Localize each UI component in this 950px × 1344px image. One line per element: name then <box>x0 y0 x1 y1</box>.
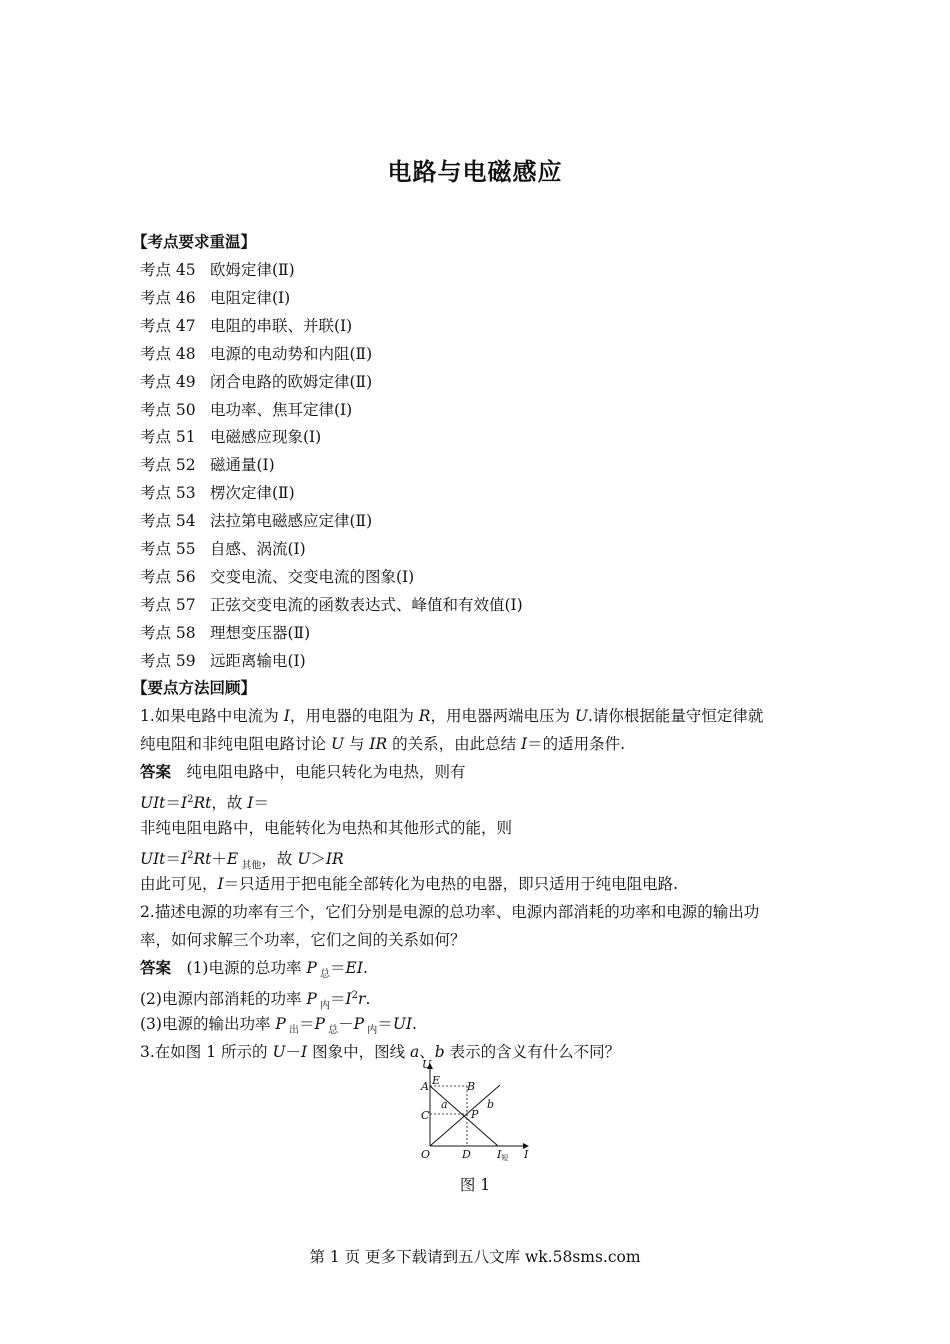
kaodian-text: 电阻的串联、并联(Ⅰ) <box>210 316 353 335</box>
kaodian-number: 考点 51 <box>140 428 196 447</box>
kaodian-item <box>140 567 414 587</box>
kaodian-text: 电源的电动势和内阻(Ⅱ) <box>210 344 373 363</box>
q1-equation-2: $UIt=I^2Rt+E$ $_{其他}$，故 U＞IR <box>140 850 344 872</box>
line-b <box>430 1085 500 1146</box>
label-line-a: a <box>441 1098 448 1111</box>
label-i-short: I短 <box>497 1148 509 1162</box>
kaodian-number: 考点 57 <box>140 595 196 614</box>
u-i-graph-figure <box>410 1058 535 1168</box>
label-d: D <box>462 1148 471 1161</box>
label-u: U <box>422 1058 432 1071</box>
kaodian-item <box>140 455 275 475</box>
q1-line1: 1.如果电路中电流为 I，用电器的电阻为 R，用电器两端电压为 U.请你根据能量守恒定律就 <box>140 707 764 725</box>
kaodian-number: 考点 46 <box>140 288 196 307</box>
kaodian-number: 考点 58 <box>140 623 196 642</box>
kaodian-text: 电磁感应现象(Ⅰ) <box>210 428 322 447</box>
kaodian-item <box>140 288 290 308</box>
label-line-b: b <box>487 1098 495 1111</box>
section-heading-requirements: 【考点要求重温】 <box>132 232 257 251</box>
answer-label: 答案 <box>140 762 172 781</box>
kaodian-text: 交变电流、交变电流的图象(Ⅰ) <box>210 567 415 586</box>
label-p: P <box>471 1108 479 1121</box>
kaodian-text: 理想变压器(Ⅱ) <box>210 623 311 642</box>
q2-answer-1: 答案 (1)电源的总功率 P $_总$＝EI. <box>140 958 368 981</box>
q1-answer: 答案 纯电阻电路中，电能只转化为电热，则有 <box>140 762 466 781</box>
kaodian-text: 闭合电路的欧姆定律(Ⅱ) <box>210 372 373 391</box>
kaodian-text: 欧姆定律(Ⅱ) <box>210 261 295 279</box>
kaodian-number: 考点 47 <box>140 316 196 335</box>
kaodian-item <box>140 595 523 615</box>
kaodian-number: 考点 53 <box>140 484 196 503</box>
kaodian-item <box>140 511 372 531</box>
section-heading-methods: 【要点方法回顾】 <box>132 678 257 697</box>
kaodian-text: 远距离输电(Ⅰ) <box>210 651 306 670</box>
kaodian-text: 正弦交变电流的函数表达式、峰值和有效值(Ⅰ) <box>210 595 523 614</box>
label-a-point: A <box>421 1080 429 1093</box>
q2-line1: 2.描述电源的功率有三个，它们分别是电源的总功率、电源内部消耗的功率和电源的输出功 <box>140 903 760 921</box>
label-i: I <box>524 1148 529 1161</box>
q2-answer-2: (2)电源内部消耗的功率 P $_内=I^2r$. <box>140 990 371 1012</box>
q3-question: 3.在如图 1 所示的 U－I 图象中，图线 a、b 表示的含义有什么不同？ <box>140 1043 621 1061</box>
label-e: E <box>432 1074 441 1087</box>
kaodian-item <box>140 651 306 671</box>
q2-answer-3: (3)电源的输出功率 P $_出$＝P $_总$－P $_内$＝UI. <box>140 1015 417 1037</box>
kaodian-item <box>140 400 352 420</box>
label-c: C <box>421 1109 430 1122</box>
figure-caption: 图 1 <box>459 1176 491 1194</box>
q1-equation-1: $UIt=I^2Rt$，故 I＝ <box>140 794 269 813</box>
answer-label: 答案 <box>140 958 172 977</box>
kaodian-text: 电阻定律(Ⅰ) <box>210 288 291 307</box>
kaodian-text: 自感、涡流(Ⅰ) <box>210 540 306 558</box>
kaodian-number: 考点 50 <box>140 400 196 419</box>
q1-line2: 纯电阻和非纯电阻电路讨论 U 与 IR 的关系，由此总结 I＝的适用条件. <box>140 735 626 753</box>
kaodian-item <box>140 427 321 447</box>
page-footer: 第 1 页 更多下载请到五八文库 wk.58sms.com <box>309 1248 641 1266</box>
kaodian-item <box>140 316 352 336</box>
kaodian-number: 考点 54 <box>140 512 196 531</box>
kaodian-number: 考点 49 <box>140 372 196 391</box>
kaodian-number: 考点 48 <box>140 344 196 363</box>
kaodian-item <box>140 623 310 643</box>
kaodian-number: 考点 59 <box>140 651 196 670</box>
q1-conclusion: 由此可见，I＝只适用于把电能全部转化为电热的电器，即只适用于纯电阻电路. <box>140 875 679 893</box>
kaodian-number: 考点 55 <box>140 540 196 558</box>
kaodian-text: 楞次定律(Ⅱ) <box>210 484 295 503</box>
kaodian-text: 电功率、焦耳定律(Ⅰ) <box>210 400 353 419</box>
kaodian-item <box>140 344 372 364</box>
kaodian-item <box>140 539 306 559</box>
kaodian-number: 考点 52 <box>140 456 196 475</box>
q1-line5: 非纯电阻电路中，电能转化为电热和其他形式的能，则 <box>140 819 513 837</box>
kaodian-text: 法拉第电磁感应定律(Ⅱ) <box>210 512 373 531</box>
kaodian-item <box>140 483 295 503</box>
label-b-point: B <box>467 1080 476 1093</box>
page-title: 电路与电磁感应 <box>387 157 563 186</box>
kaodian-item <box>140 260 295 280</box>
q2-line2: 率，如何求解三个功率，它们之间的关系如何？ <box>140 931 466 949</box>
kaodian-number: 考点 56 <box>140 567 196 586</box>
kaodian-text: 磁通量(Ⅰ) <box>210 456 275 475</box>
kaodian-number: 考点 45 <box>140 261 196 279</box>
label-o: O <box>421 1148 431 1161</box>
kaodian-item <box>140 372 372 392</box>
